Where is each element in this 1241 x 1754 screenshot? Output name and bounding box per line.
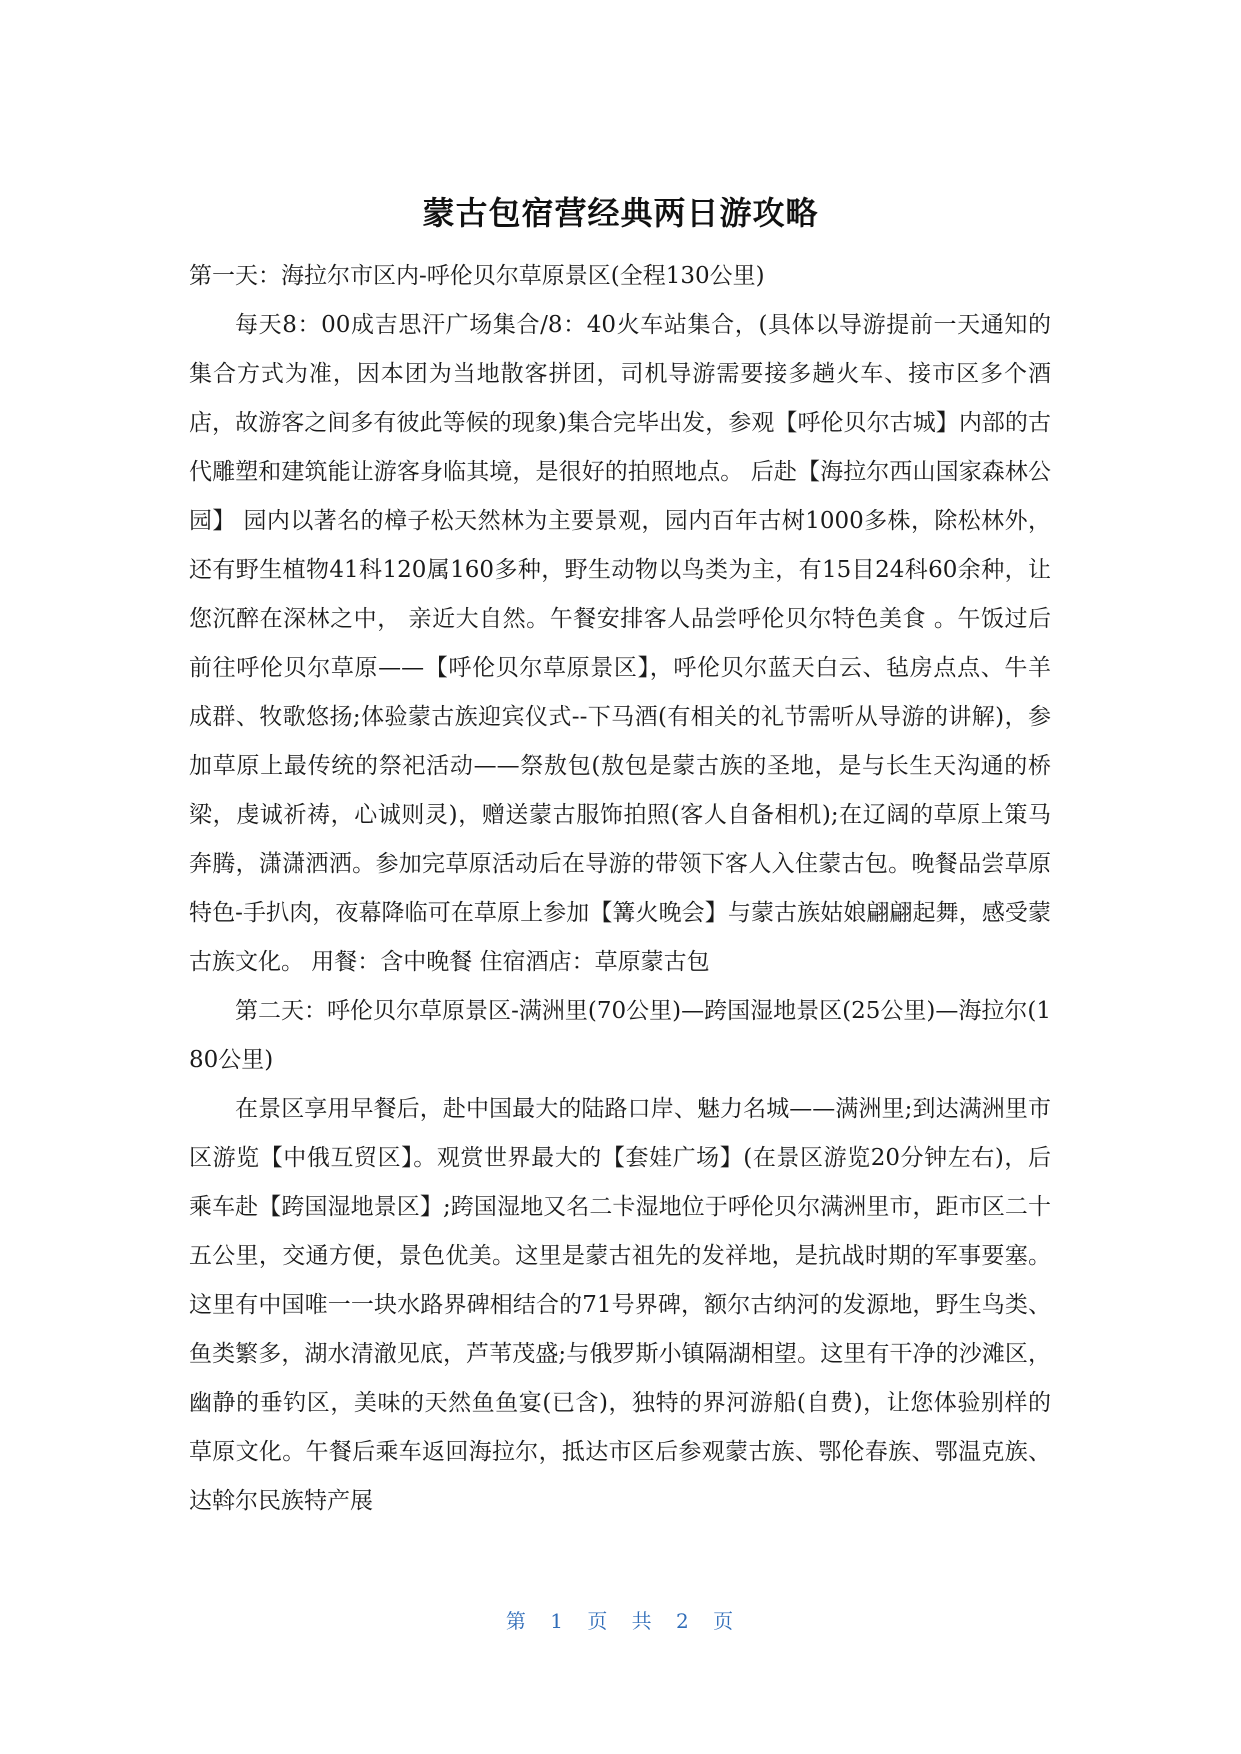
paragraph-day1-heading: 第一天：海拉尔市区内-呼伦贝尔草原景区(全程130公里) [189, 263, 765, 289]
document-body [189, 252, 1051, 1526]
paragraph-day2-detail: 在景区享用早餐后，赴中国最大的陆路口岸、魅力名城——满洲里;到达满洲里市区游览【中俄互贸区】。观赏世界最大的【套娃广场】(在景区游览20分钟左右)，后乘车赴【跨国湿地景区】;跨国湿地又名二卡湿地位于呼伦贝尔满洲里市，距市区二十五公里，交通方便，景色优美。这里是蒙古祖先的发祥地，是抗战时期的军事要塞。这里有中国唯一一块水路界碑相结合的71号界碑，额尔古纳河的发源地，野生鸟类、鱼类繁多，湖水清澈见底，芦苇茂盛;与俄罗斯小镇隔湖相望。这里有干净的沙滩区，幽静的垂钓区，美味的天然鱼鱼宴(已含)，独特的界河游船(自费)，让您体验别样的草原文化。午餐后乘车返回海拉尔，抵达市区后参观蒙古族、鄂伦春族、鄂温克族、达斡尔民族特产展 [189, 1096, 1051, 1514]
paragraph-day1-detail: 每天8：00成吉思汗广场集合/8：40火车站集合，(具体以导游提前一天通知的集合方式为准，因本团为当地散客拼团，司机导游需要接多趟火车、接市区多个酒店，故游客之间多有彼此等候的现象)集合完毕出发，参观【呼伦贝尔古城】内部的古代雕塑和建筑能让游客身临其境，是很好的拍照地点。 后赴【海拉尔西山国家森林公园】 园内以著名的樟子松天然林为主要景观，园内百年古树1000多株，除松林外，还有野生植物41科120属160多种，野生动物以鸟类为主，有15目24科60余种，让您沉醉在深林之中， 亲近大自然。午餐安排客人品尝呼伦贝尔特色美食 。午饭过后前往呼伦贝尔草原——【呼伦贝尔草原景区】，呼伦贝尔蓝天白云、毡房点点、牛羊成群、牧歌悠扬;体验蒙古族迎宾仪式--下马酒(有相关的礼节需听从导游的讲解)，参加草原上最传统的祭祀活动——祭敖包(敖包是蒙古族的圣地，是与长生天沟通的桥梁，虔诚祈祷，心诚则灵)，赠送蒙古服饰拍照(客人自备相机);在辽阔的草原上策马奔腾，潇潇洒洒。参加完草原活动后在导游的带领下客人入住蒙古包。晚餐品尝草原特色-手扒肉，夜幕降临可在草原上参加【篝火晚会】与蒙古族姑娘翩翩起舞，感受蒙古族文化。 用餐：含中晚餐 住宿酒店：草原蒙古包 [189, 312, 1051, 975]
page-number-footer: 第 1 页 共 2 页 [505, 1609, 736, 1633]
paragraph-day2-heading: 第二天：呼伦贝尔草原景区-满洲里(70公里)—跨国湿地景区(25公里)—海拉尔(180公里) [189, 998, 1051, 1073]
document-title: 蒙古包宿营经典两日游攻略 [422, 194, 819, 232]
